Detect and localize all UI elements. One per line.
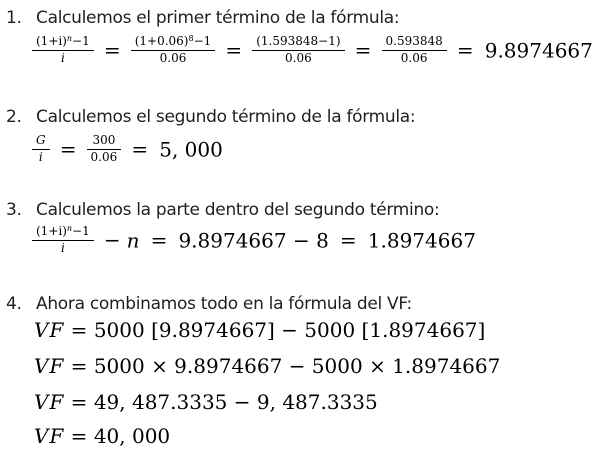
step-1-text: Calculemos el primer término de la fórmula:	[36, 8, 400, 28]
fraction: $\frac{0.593848}{0.06}$	[384, 35, 445, 66]
step-1-number: 1.	[6, 8, 22, 28]
step-2-text: Calculemos el segundo término de la fórmula:	[36, 107, 416, 127]
vf-line-1: VF = 5000 [9.8974667] − 5000 [1.8974667]	[34, 318, 486, 342]
step-3-text: Calculemos la parte dentro del segundo término:	[36, 200, 440, 220]
fraction: $\frac{(1+0.06)^8-1}{0.06}$	[133, 35, 214, 66]
step-1-heading	[6, 8, 399, 28]
fraction: $\frac{(1+i)^n-1}{i}$	[34, 35, 92, 66]
step-2-equation: $\frac{G}{i}$ = $\frac{300}{0.06}$ = 5, 000	[33, 134, 223, 165]
fraction: $\frac{G}{i}$	[34, 134, 48, 165]
step-4-text: Ahora combinamos todo en la fórmula del VF:	[36, 294, 412, 314]
fraction: $\frac{300}{0.06}$	[89, 134, 120, 165]
step-3-equation: $\frac{(1+i)^n-1}{i}$ − n = 9.8974667 − 8 = 1.8974667	[33, 225, 476, 256]
step-2-result: 5, 000	[159, 137, 223, 162]
step-4-heading	[6, 294, 412, 314]
step-2-heading	[6, 107, 415, 127]
fraction: $\frac{(1.593848-1)}{0.06}$	[254, 35, 342, 66]
vf-line-2: VF = 5000 × 9.8974667 − 5000 × 1.8974667	[34, 354, 501, 378]
step-1-result: 9.8974667	[484, 38, 593, 63]
step-1-equation: $\frac{(1+i)^n-1}{i}$ = $\frac{(1+0.06)^8-1}{0.06}$ = $\frac{(1.593848-1)}{0.06}$ = $\frac{0.593848}{0.06}$ = 9.8974667	[33, 35, 593, 66]
step-4-number: 4.	[6, 294, 22, 314]
vf-line-4: VF = 40, 000	[34, 424, 171, 448]
step-3-middle: 9.8974667 − 8	[178, 228, 329, 253]
step-2-number: 2.	[6, 107, 22, 127]
fraction: $\frac{(1+i)^n-1}{i}$	[34, 225, 92, 256]
vf-line-3: VF = 49, 487.3335 − 9, 487.3335	[34, 390, 378, 414]
step-3-result: 1.8974667	[367, 228, 476, 253]
step-3-heading	[6, 200, 439, 220]
step-3-number: 3.	[6, 200, 22, 220]
